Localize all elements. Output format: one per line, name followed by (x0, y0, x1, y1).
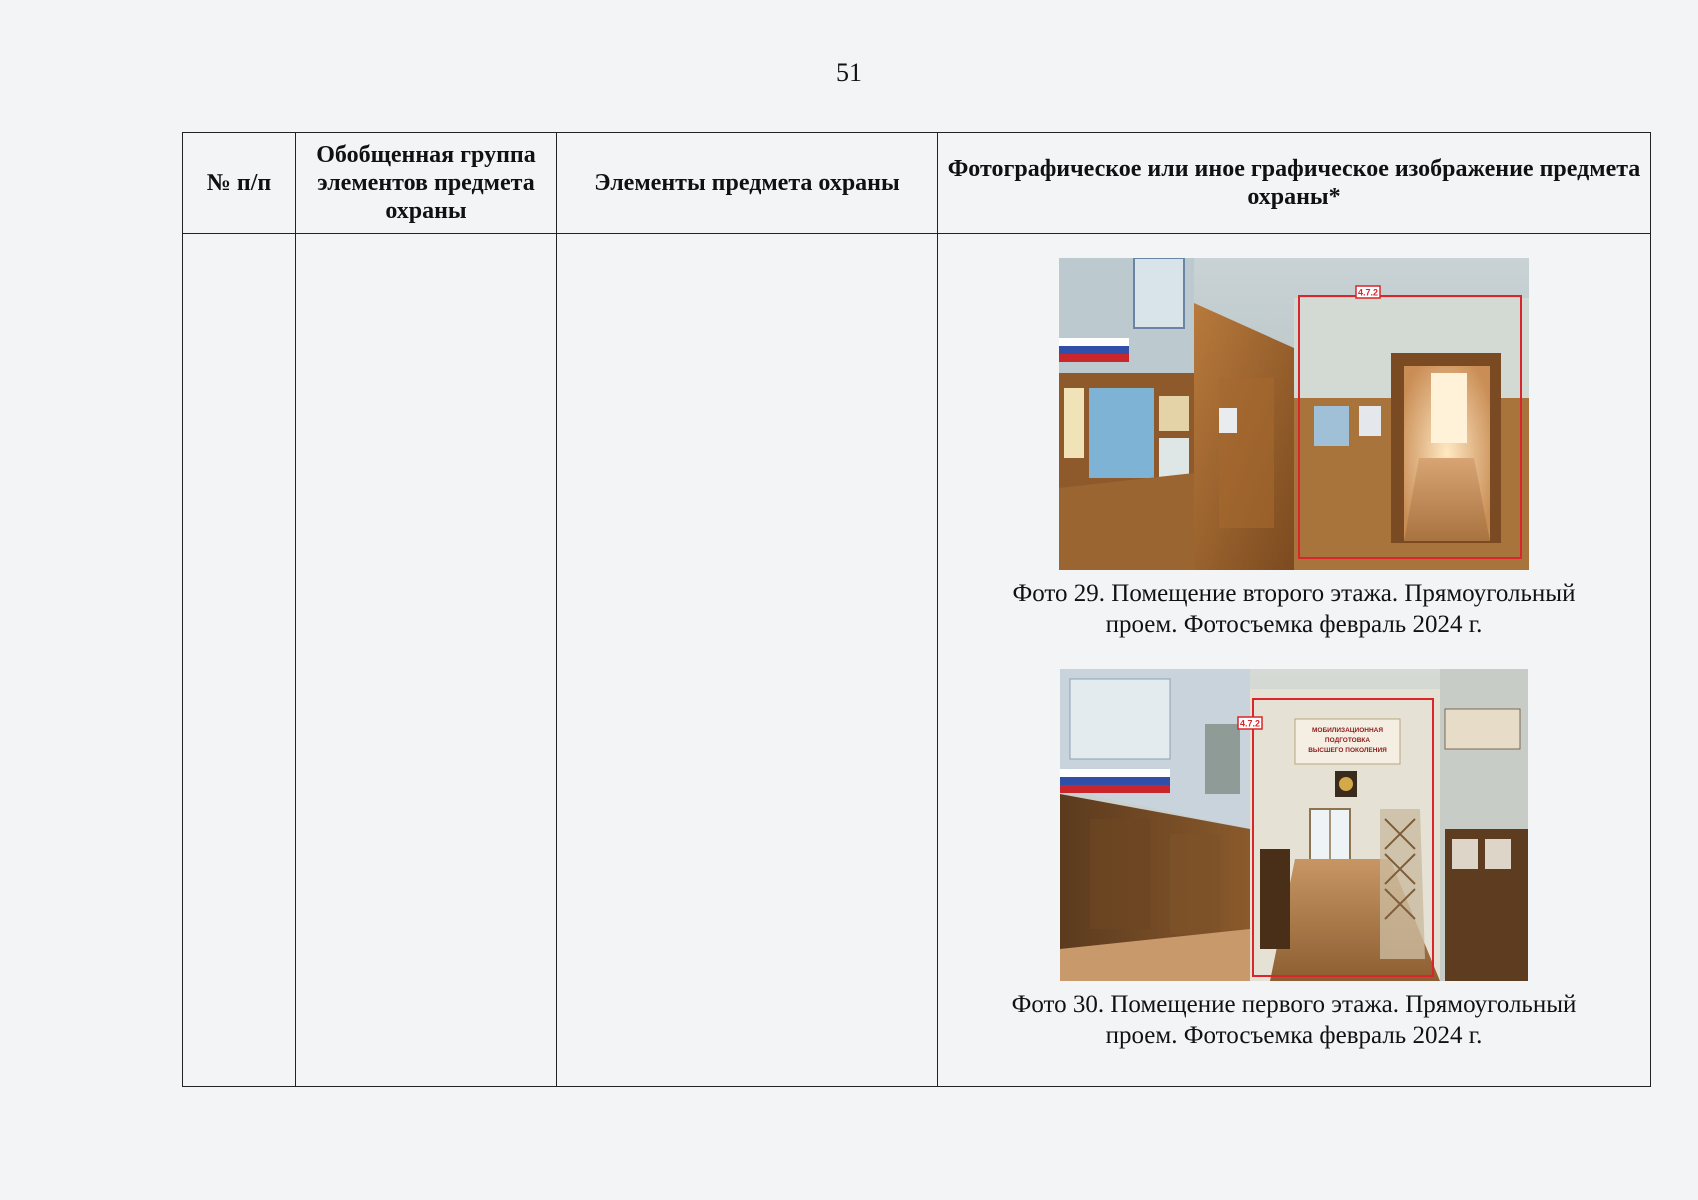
photo-30-caption (938, 989, 1650, 1052)
svg-text:ПОДГОТОВКА: ПОДГОТОВКА (1324, 736, 1371, 744)
photo-29-caption (938, 578, 1650, 641)
photo-30-marker: 4.7.2 (1239, 718, 1261, 728)
photo-29-caption-line1: Фото 29. Помещение второго этажа. Прямоугольный (1012, 580, 1576, 607)
photo-30-caption-line1: Фото 30. Помещение первого этажа. Прямоугольный (1011, 990, 1577, 1018)
photo-30-caption-line2: проем. Фотосъемка февраль 2024 г. (1105, 1021, 1483, 1049)
photo-29-image (1059, 258, 1529, 570)
table-row (183, 234, 1651, 1087)
protection-subject-table (182, 132, 1651, 1087)
page-number: 51 (836, 58, 862, 87)
cell-group (296, 234, 557, 1087)
header-photo: Фотографическое или иное графическое изображение предмета охраны* (938, 133, 1651, 234)
cell-number (183, 234, 296, 1087)
header-group: Обобщенная группа элементов предмета охраны (296, 133, 557, 234)
photo-29-marker: 4.7.2 (1357, 287, 1379, 298)
svg-text:МОБИЛИЗАЦИОННАЯ: МОБИЛИЗАЦИОННАЯ (1311, 726, 1384, 734)
cell-photos (938, 234, 1651, 1087)
photo-29-block (938, 258, 1650, 641)
header-elements: Элементы предмета охраны (557, 133, 938, 234)
photo-29-caption-line2: проем. Фотосъемка февраль 2024 г. (1105, 611, 1483, 639)
header-number: № п/п (183, 133, 296, 234)
photo-30-image (1060, 669, 1528, 981)
table-header-row (183, 133, 1651, 234)
photo-30-block (938, 669, 1650, 1052)
cell-elements (557, 234, 938, 1087)
svg-text:ВЫСШЕГО ПОКОЛЕНИЯ: ВЫСШЕГО ПОКОЛЕНИЯ (1308, 746, 1387, 754)
